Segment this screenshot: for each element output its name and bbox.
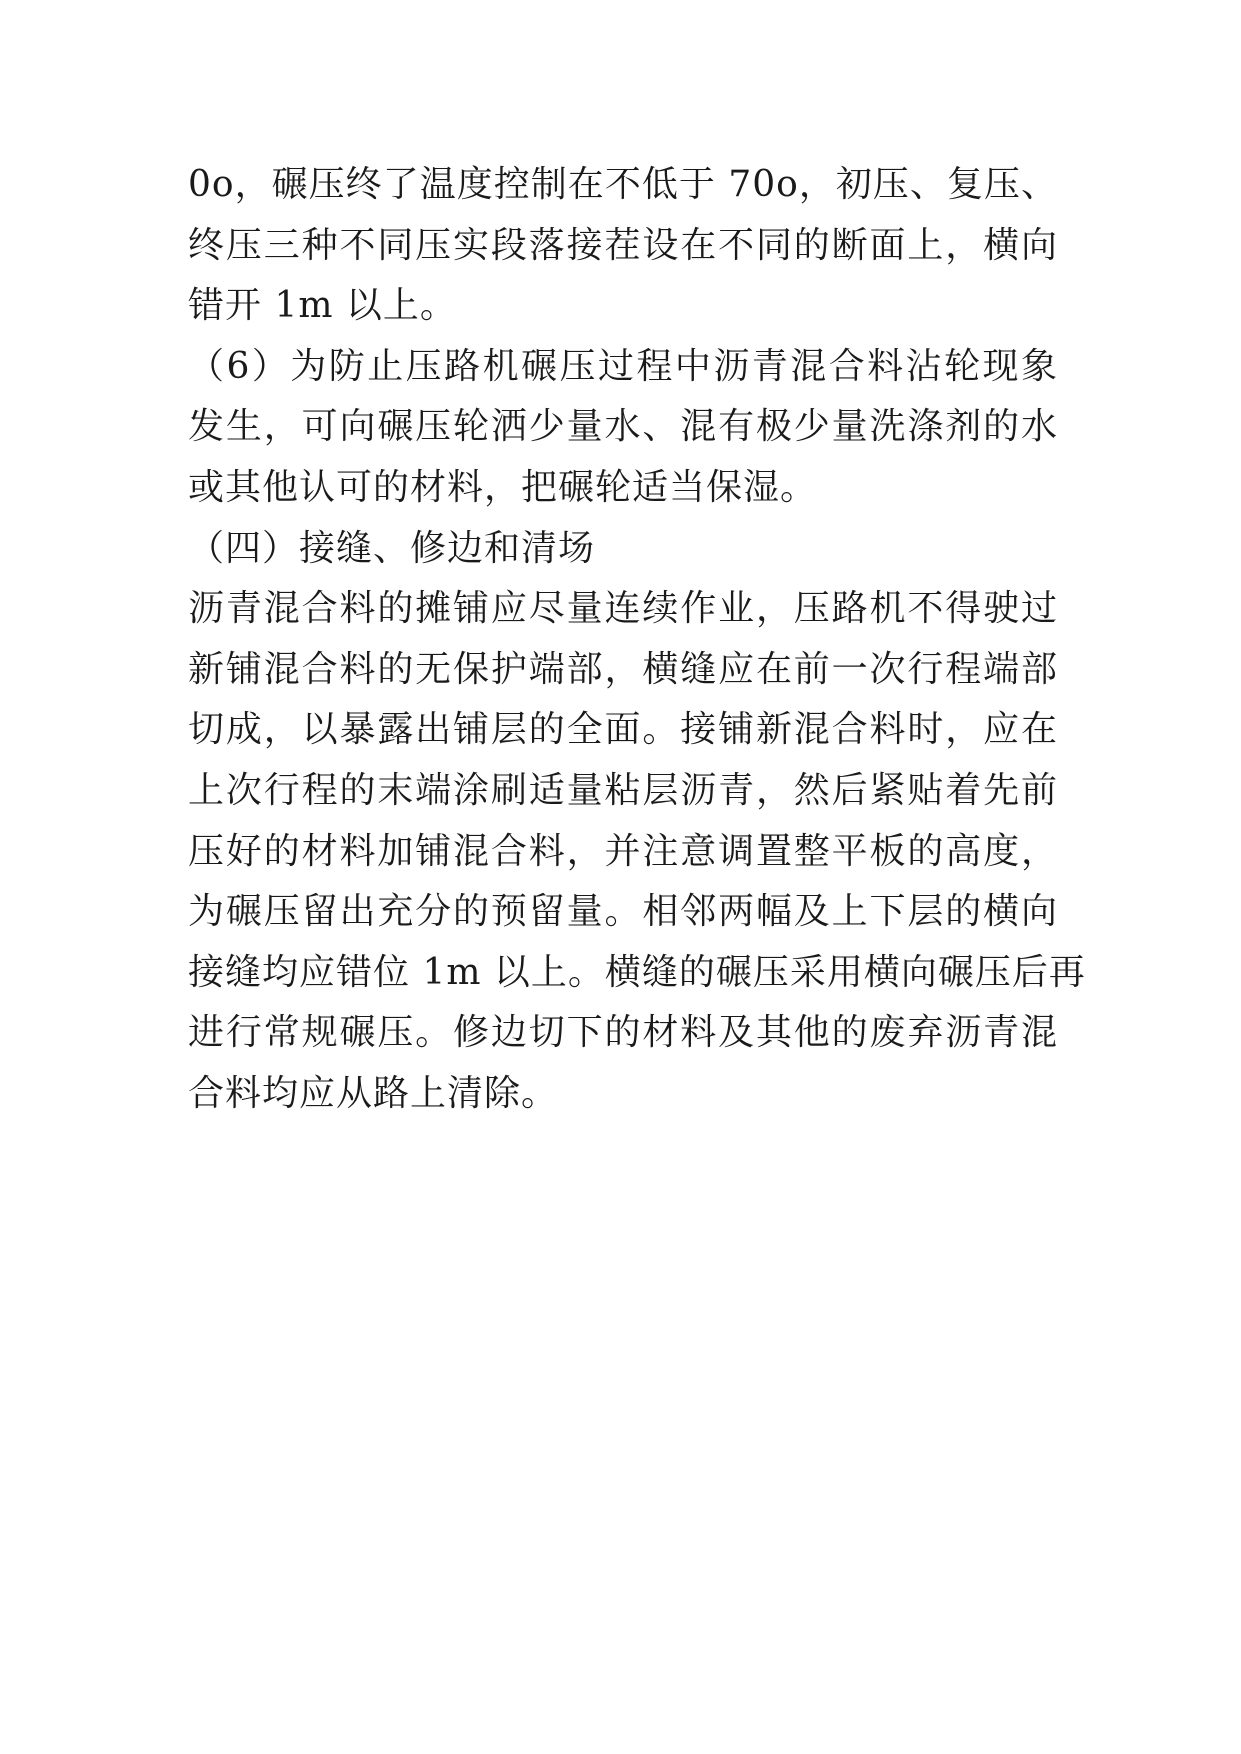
text-line: 为碾压留出充分的预留量。相邻两幅及上下层的横向 <box>188 891 1058 933</box>
text-line: （6）为防止压路机碾压过程中沥青混合料沾轮现象 <box>188 345 1058 387</box>
text-line: 压好的材料加铺混合料，并注意调置整平板的高度， <box>188 830 1058 872</box>
text-line: 或其他认可的材料，把碾轮适当保湿。 <box>188 466 818 508</box>
document-body <box>188 155 1086 1125</box>
text-line: 进行常规碾压。修边切下的材料及其他的废弃沥青混 <box>188 1012 1058 1054</box>
text-line: 终压三种不同压实段落接茬设在不同的断面上，横向 <box>188 224 1058 266</box>
text-line: 发生，可向碾压轮洒少量水、混有极少量洗涤剂的水 <box>188 406 1058 448</box>
text-line: 错开 1m 以上。 <box>188 285 457 327</box>
text-line: 上次行程的末端涂刷适量粘层沥青，然后紧贴着先前 <box>188 769 1058 811</box>
text-line: 0o，碾压终了温度控制在不低于 70o，初压、复压、 <box>188 164 1058 205</box>
section-heading: （四）接缝、修边和清场 <box>188 527 596 569</box>
text-line: 切成，以暴露出铺层的全面。接铺新混合料时，应在 <box>188 709 1058 751</box>
text-line: 接缝均应错位 1m 以上。横缝的碾压采用横向碾压后再 <box>188 951 1086 993</box>
text-line: 合料均应从路上清除。 <box>188 1072 559 1114</box>
text-line: 新铺混合料的无保护端部，横缝应在前一次行程端部 <box>188 648 1058 690</box>
text-line: 沥青混合料的摊铺应尽量连续作业，压路机不得驶过 <box>188 588 1058 630</box>
